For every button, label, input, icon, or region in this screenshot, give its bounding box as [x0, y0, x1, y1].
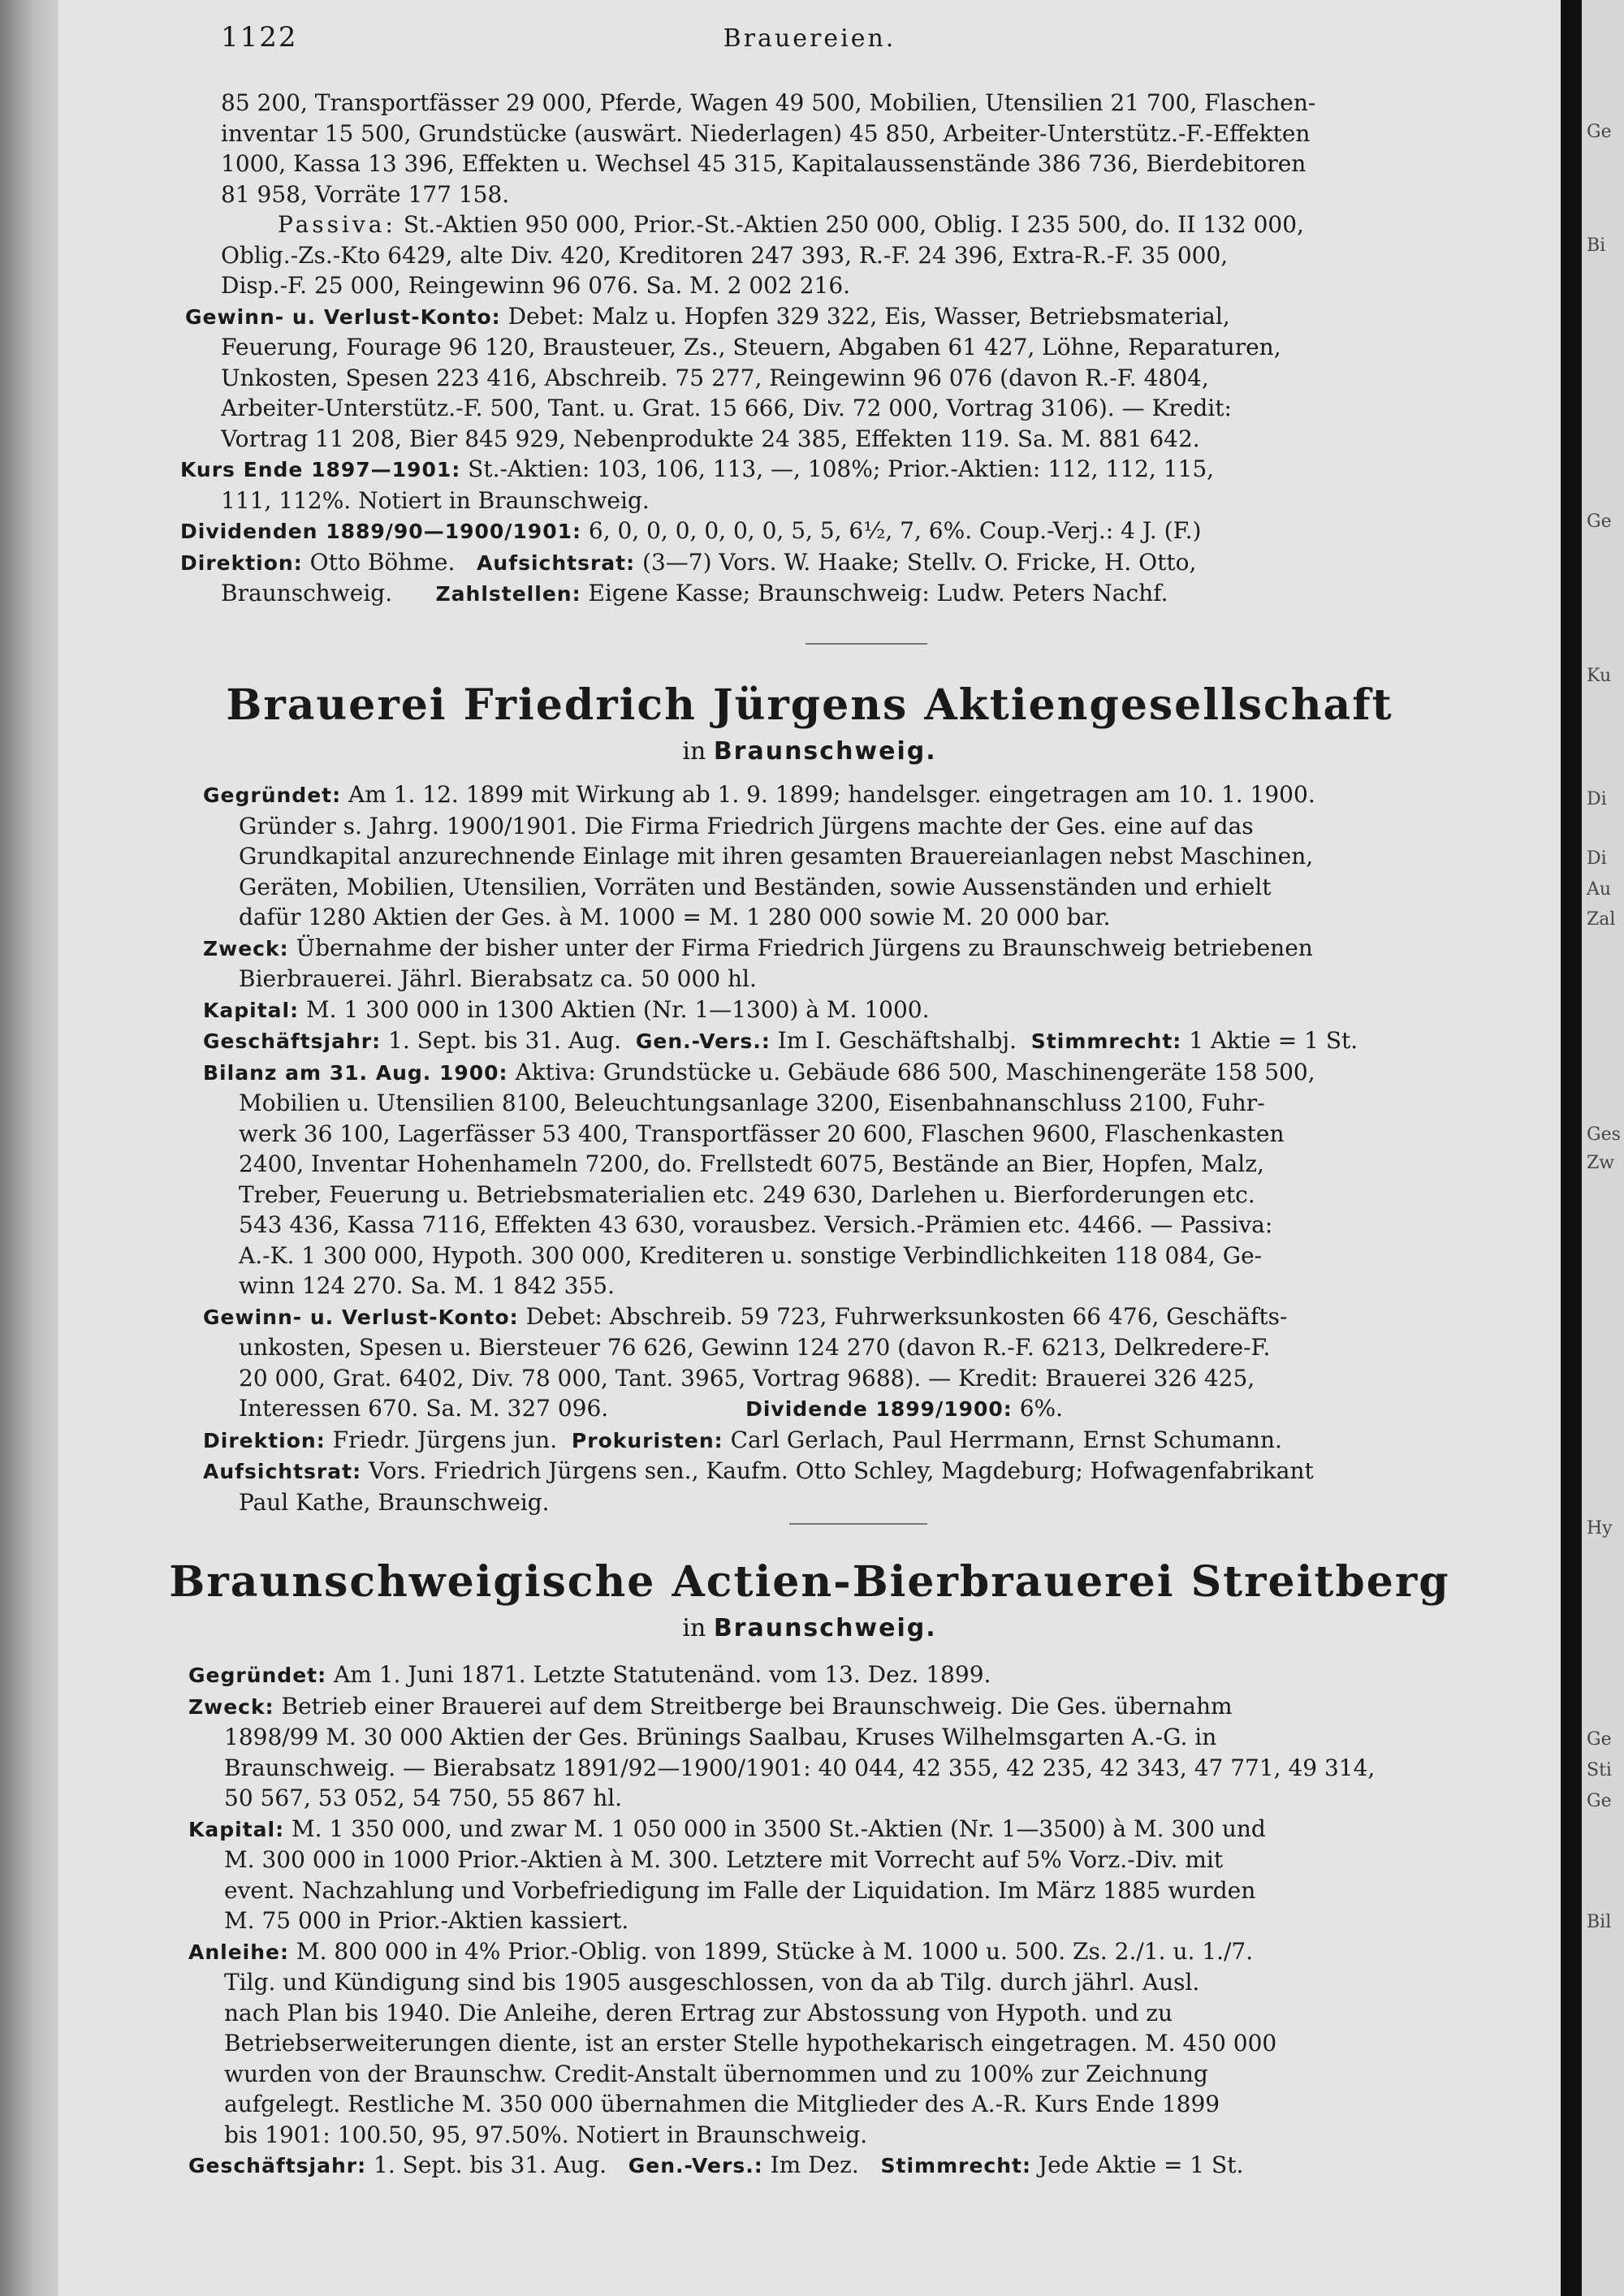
next-page-fragment: Au [1587, 879, 1612, 900]
company-title-jurgens: Brauerei Friedrich Jürgens Aktiengesellschaft [226, 680, 1393, 730]
bilanz-label: Bilanz am 31. Aug. 1900: [203, 1060, 508, 1085]
text-fragment: Otto Böhme. [309, 548, 456, 576]
zweck-label: Zweck: [203, 936, 289, 960]
text-line: dafür 1280 Aktien der Ges. à M. 1000 = M. 1 280 000 sowie M. 20 000 bar. [239, 904, 1111, 930]
passiva-label: Passiva: [278, 211, 396, 238]
kapital-line [203, 995, 1553, 1026]
dividenden-label: Dividenden 1889/90—1900/1901: [180, 520, 581, 543]
geschaeftsjahr-label: Geschäftsjahr: [188, 2154, 367, 2177]
text-fragment: Debet: Abschreib. 59 723, Fuhrwerksunkosten 66 476, Geschäfts- [525, 1302, 1288, 1330]
streitberg-entry-body [188, 1659, 1561, 2182]
direktion-label: Direktion: [203, 1428, 326, 1452]
text-line: winn 124 270. Sa. M. 1 842 355. [239, 1272, 615, 1299]
text-line: Vortrag 11 208, Bier 845 929, Nebenprodukte 24 385, Effekten 119. Sa. M. 881 642. [221, 425, 1200, 452]
next-page-fragment: Ge [1587, 511, 1612, 532]
gv-line [203, 1301, 1553, 1333]
anleihe-label: Anleihe: [188, 1940, 289, 1964]
text-line: wurden von der Braunschw. Credit-Anstalt übernommen und zu 100% zur Zeichnung [224, 2060, 1208, 2087]
zweck-line [203, 933, 1553, 965]
text-line: nach Plan bis 1940. Die Anleihe, deren Ertrag zur Abstossung von Hypoth. und zu [224, 1999, 1173, 2026]
text-line: 50 567, 53 052, 54 750, 55 867 hl. [224, 1785, 623, 1811]
text-line: Tilg. und Kündigung sind bis 1905 ausgeschlossen, von da ab Tilg. durch jährl. Ausl. [224, 1969, 1200, 1996]
page-header [58, 18, 1561, 58]
dividende-line [203, 1393, 1553, 1425]
text-line: Braunschweig. — Bierabsatz 1891/92—1900/1901: 40 044, 42 355, 42 235, 42 343, 47 771, 49 314, [224, 1754, 1376, 1781]
text-fragment: Im Dez. [770, 2151, 859, 2178]
text-line: 81 958, Vorräte 177 158. [221, 180, 510, 208]
text-fragment: 6%. [1019, 1395, 1064, 1422]
kapital-line [188, 1814, 1561, 1845]
text-fragment: M. 1 300 000 in 1300 Aktien (Nr. 1—1300) à M. 1000. [306, 995, 930, 1023]
text-fragment: Aktiva: Grundstücke u. Gebäude 686 500, Maschinengeräte 158 500, [515, 1058, 1315, 1085]
city-name: Braunschweig. [713, 1614, 937, 1642]
section-divider [806, 643, 927, 645]
document-page [58, 0, 1561, 2296]
text-line: Unkosten, Spesen 223 416, Abschreib. 75 277, Reingewinn 96 076 (davon R.-F. 4804, [221, 364, 1209, 391]
text-fragment: 1. Sept. bis 31. Aug. [388, 1027, 622, 1054]
zweck-label: Zweck: [188, 1694, 274, 1719]
direktion-line [180, 547, 1553, 579]
book-gutter [1561, 0, 1582, 2296]
next-page-fragment: Ge [1587, 122, 1612, 142]
kapital-label: Kapital: [188, 1817, 285, 1841]
next-page-fragment: Ku [1587, 666, 1612, 686]
kurs-line [180, 454, 1553, 486]
text-line: Treber, Feuerung u. Betriebsmaterialien etc. 249 630, Darlehen u. Bierforderungen etc. [239, 1180, 1255, 1208]
next-page-fragment: Ge [1587, 1791, 1612, 1811]
in-word: in [682, 737, 706, 766]
text-fragment: Eigene Kasse; Braunschweig: Ludw. Peters Nachf. [588, 580, 1168, 606]
company-title-streitberg: Braunschweigische Actien-Bierbrauerei Streitberg [169, 1557, 1450, 1607]
direktion-line [203, 1425, 1553, 1457]
text-line: inventar 15 500, Grundstücke (auswärt. Niederlagen) 45 850, Arbeiter-Unterstütz.-F.-Effekten [221, 119, 1311, 147]
prokuristen-label: Prokuristen: [571, 1428, 723, 1452]
running-title: Brauereien. [723, 24, 896, 53]
zahlstellen-line [221, 578, 1553, 610]
text-fragment: Betrieb einer Brauerei auf dem Streitberge bei Braunschweig. Die Ges. übernahm [281, 1692, 1233, 1720]
text-fragment: St.-Aktien 950 000, Prior.-St.-Aktien 250 000, Oblig. I 235 500, do. II 132 000, [403, 211, 1304, 238]
text-fragment: 6, 0, 0, 0, 0, 0, 0, 5, 5, 6½, 7, 6%. Coup.-Verj.: 4 J. (F.) [588, 517, 1202, 544]
text-fragment: M. 1 350 000, und zwar M. 1 050 000 in 3500 St.-Aktien (Nr. 1—3500) à M. 300 und [292, 1815, 1266, 1842]
next-page-fragment: Hy [1587, 1518, 1613, 1539]
city-name: Braunschweig. [713, 737, 937, 766]
text-line: Oblig.-Zs.-Kto 6429, alte Div. 420, Kreditoren 247 393, R.-F. 24 396, Extra-R.-F. 35 000, [221, 241, 1229, 269]
company-city-jurgens [58, 737, 1561, 766]
text-line: unkosten, Spesen u. Biersteuer 76 626, Gewinn 124 270 (davon R.-F. 6213, Delkredere-F. [239, 1334, 1271, 1361]
gegrundet-line [203, 779, 1553, 811]
left-scan-margin [0, 0, 58, 2296]
kapital-label: Kapital: [203, 998, 300, 1022]
aufsichtsrat-line [203, 1456, 1553, 1487]
text-line: M. 300 000 in 1000 Prior.-Aktien à M. 300. Letztere mit Vorrecht auf 5% Vorz.-Div. mit [224, 1846, 1224, 1873]
text-fragment: Carl Gerlach, Paul Herrmann, Ernst Schumann. [730, 1426, 1282, 1453]
next-page-fragment: Di [1587, 789, 1607, 809]
text-line: Bierbrauerei. Jährl. Bierabsatz ca. 50 000 hl. [239, 965, 757, 992]
dividende-label: Dividende 1899/1900: [745, 1397, 1013, 1421]
gegrundet-label: Gegründet: [203, 783, 342, 807]
text-fragment: 1 Aktie = 1 St. [1189, 1027, 1358, 1054]
text-line: 543 436, Kassa 7116, Effekten 43 630, vorausbez. Versich.-Prämien etc. 4466. — Passiva: [239, 1211, 1273, 1238]
text-fragment: M. 800 000 in 4% Prior.-Oblig. von 1899, Stücke à M. 1000 u. 500. Zs. 2./1. u. 1./7. [296, 1937, 1254, 1965]
passiva-line [221, 209, 1553, 240]
geschaeftsjahr-line [203, 1025, 1553, 1057]
dividenden-line [180, 516, 1553, 547]
previous-entry-continuation [180, 88, 1553, 610]
next-page-fragment: Bi [1587, 235, 1606, 256]
text-line: A.-K. 1 300 000, Hypoth. 300 000, Krediteren u. sonstige Verbindlichkeiten 118 084, Ge- [239, 1241, 1263, 1269]
text-line: werk 36 100, Lagerfässer 53 400, Transportfässer 20 600, Flaschen 9600, Flaschenkasten [239, 1120, 1285, 1147]
text-line: Gründer s. Jahrg. 1900/1901. Die Firma Friedrich Jürgens machte der Ges. eine auf das [239, 812, 1254, 839]
gv-label: Gewinn- u. Verlust-Konto: [203, 1305, 519, 1329]
text-line: Grundkapital anzurechnende Einlage mit ihren gesamten Brauereianlagen nebst Maschinen, [239, 843, 1314, 870]
text-line: bis 1901: 100.50, 95, 97.50%. Notiert in Braunschweig. [224, 2121, 868, 2148]
stimmrecht-label: Stimmrecht: [1030, 1029, 1182, 1053]
page-number: 1122 [221, 21, 298, 54]
text-line: 85 200, Transportfässer 29 000, Pferde, Wagen 49 500, Mobilien, Utensilien 21 700, Flaschen- [221, 89, 1316, 116]
text-fragment: 1. Sept. bis 31. Aug. [374, 2151, 607, 2178]
text-fragment: Interessen 670. Sa. M. 327 096. [239, 1395, 609, 1422]
gv-label: Gewinn- u. Verlust-Konto: [185, 304, 501, 329]
text-line: Feuerung, Fourage 96 120, Brausteuer, Zs., Steuern, Abgaben 61 427, Löhne, Reparaturen, [221, 334, 1281, 360]
zahlstellen-label: Zahlstellen: [435, 582, 581, 606]
jurgens-entry-body [203, 779, 1553, 1517]
text-line: 1898/99 M. 30 000 Aktien der Ges. Brünings Saalbau, Kruses Wilhelmsgarten A.-G. in [224, 1724, 1217, 1750]
text-line: Paul Kathe, Braunschweig. [239, 1488, 550, 1516]
text-fragment: Am 1. 12. 1899 mit Wirkung ab 1. 9. 1899; handelsger. eingetragen am 10. 1. 1900. [348, 781, 1315, 808]
text-line: 20 000, Grat. 6402, Div. 78 000, Tant. 3965, Vortrag 9688). — Kredit: Brauerei 326 425, [239, 1364, 1255, 1392]
next-page-fragment: Ge [1587, 1729, 1612, 1750]
text-line: Arbeiter-Unterstütz.-F. 500, Tant. u. Grat. 15 666, Div. 72 000, Vortrag 3106). — Kredit: [221, 395, 1232, 421]
aufsichtsrat-label: Aufsichtsrat: [477, 550, 636, 575]
text-fragment: Am 1. Juni 1871. Letzte Statutenänd. vom 13. Dez. 1899. [334, 1661, 991, 1688]
text-fragment: Im I. Geschäftshalbj. [777, 1027, 1017, 1054]
genvers-label: Gen.-Vers.: [635, 1029, 771, 1053]
next-page-fragment: Ges [1587, 1124, 1621, 1145]
text-line: 111, 112%. Notiert in Braunschweig. [221, 486, 650, 514]
kurs-label: Kurs Ende 1897—1901: [180, 458, 461, 481]
text-line: aufgelegt. Restliche M. 350 000 übernahmen die Mitglieder des A.-R. Kurs Ende 1899 [224, 2091, 1220, 2117]
aufsichtsrat-label: Aufsichtsrat: [203, 1460, 362, 1483]
in-word: in [682, 1614, 706, 1642]
anleihe-line [188, 1936, 1561, 1968]
text-fragment: Debet: Malz u. Hopfen 329 322, Eis, Wasser, Betriebsmaterial, [508, 302, 1230, 330]
text-fragment: (3—7) Vors. W. Haake; Stellv. O. Fricke, H. Otto, [642, 548, 1197, 576]
zweck-line [188, 1691, 1561, 1723]
text-line: M. 75 000 in Prior.-Aktien kassiert. [224, 1907, 629, 1934]
company-city-streitberg [58, 1614, 1561, 1642]
next-page-fragment: Zal [1587, 909, 1616, 930]
gegrundet-label: Gegründet: [188, 1664, 327, 1687]
section-divider [789, 1523, 927, 1525]
text-fragment: Jede Aktie = 1 St. [1038, 2151, 1244, 2178]
next-page-fragment: Bil [1587, 1912, 1612, 1932]
genvers-label: Gen.-Vers.: [628, 2154, 763, 2177]
next-page-fragment: Zw [1587, 1153, 1615, 1173]
text-line: Disp.-F. 25 000, Reingewinn 96 076. Sa. M. 2 002 216. [221, 272, 851, 299]
text-fragment: Braunschweig. [221, 580, 393, 606]
text-fragment: Vors. Friedrich Jürgens sen., Kaufm. Otto Schley, Magdeburg; Hofwagenfabrikant [368, 1457, 1314, 1484]
geschaeftsjahr-line [188, 2150, 1561, 2182]
gegrundet-line [188, 1659, 1561, 1691]
text-line: Geräten, Mobilien, Utensilien, Vorräten und Beständen, sowie Aussenständen und erhielt [239, 873, 1272, 900]
direktion-label: Direktion: [180, 550, 303, 575]
text-line: Betriebserweiterungen diente, ist an erster Stelle hypothekarisch eingetragen. M. 450 000 [224, 2030, 1277, 2056]
text-line: Mobilien u. Utensilien 8100, Beleuchtungsanlage 3200, Eisenbahnanschluss 2100, Fuhr- [239, 1090, 1265, 1116]
text-fragment: Übernahme der bisher unter der Firma Friedrich Jürgens zu Braunschweig betriebenen [296, 934, 1313, 961]
stimmrecht-label: Stimmrecht: [880, 2154, 1031, 2177]
next-page-edge [1582, 0, 1624, 2296]
geschaeftsjahr-label: Geschäftsjahr: [203, 1029, 382, 1053]
next-page-fragment: Di [1587, 848, 1607, 869]
text-fragment: St.-Aktien: 103, 106, 113, —, 108%; Prior.-Aktien: 112, 112, 115, [468, 455, 1215, 482]
next-page-fragment: Sti [1587, 1760, 1612, 1780]
text-line: 1000, Kassa 13 396, Effekten u. Wechsel 45 315, Kapitalaussenstände 386 736, Bierdebitoren [221, 150, 1307, 177]
text-line: 2400, Inventar Hohenhameln 7200, do. Frellstedt 6075, Bestände an Bier, Hopfen, Malz, [239, 1150, 1264, 1177]
text-line: event. Nachzahlung und Vorbefriedigung im Falle der Liquidation. Im März 1885 wurden [224, 1876, 1256, 1904]
bilanz-line [203, 1057, 1553, 1089]
text-fragment: Friedr. Jürgens jun. [332, 1426, 558, 1453]
gv-line [185, 301, 1553, 333]
